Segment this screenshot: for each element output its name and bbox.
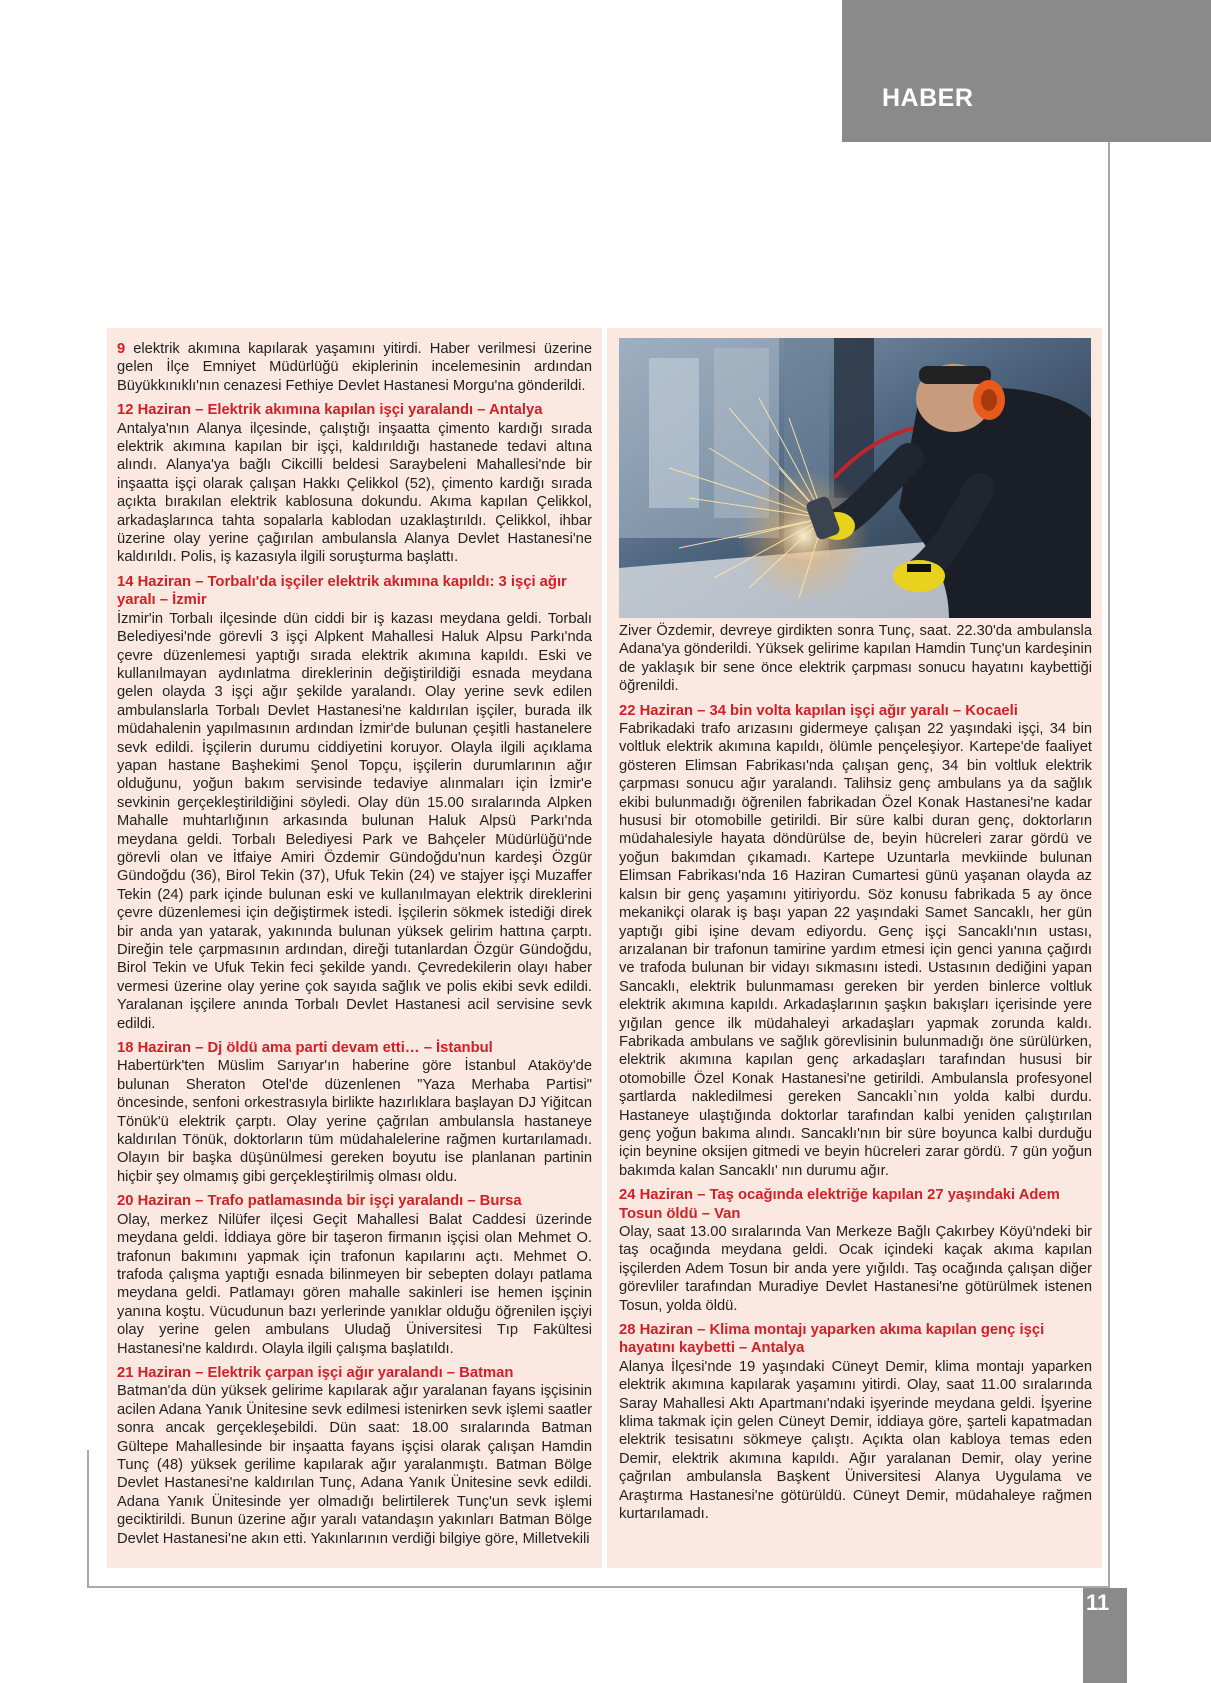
intro-paragraph [117,340,592,395]
page-frame-left [87,1450,89,1588]
news-text: Fabrikadaki trafo arızasını gidermeye çalışan 22 yaşındaki işçi, 34 bin voltluk elektrik akımına kapıldı, ölümle pençeleşiyor. Kartepe'de faaliyet gösteren Elimsan Fabrikası'nda çalışan genç, 34 bin voltluk elektrik çarpması sonucu ağır yaralandı. Talihsiz genç ambulans ya da sağlık ekibi bulunmadığı öğrenilen fabrikadan Özel Konak Hastanesi'ne kadar hususi bir otomobille getirildi. Bir süre kalbi duran genç, doktorların müdahalesiyle hayata döndürülse de, beyin hücreleri zarar gördü ve yoğun bakımdan çıkamadı. Kartepe Uzuntarla mevkiinde bulunan Elimsan Fabrikası'nda 16 Haziran Cumartesi günü yaşanan olayda az kalsın bir genç yaşamını yitiriyordu. Söz konusu fabrikada 5 ay önce mekanikçi olarak iş başı yapan 22 yaşındaki Samet Sancaklı, her gün yaptığı gibi işine devam ediyordu. Genç işçi Sancaklı'nın ustası, arızalanan bir trafonun tamirine yardım etmesi için genci yanına çağırdı ve trafoda bulunan bir vidayı sıkmasını istedi. Ustasının dediğini yapan Sancaklı, elektrik bulunmaması gereken bir yerden binlerce voltluk elektrik akımına kapıldı. Arkadaşlarının şaşkın bakışları içerisinde yere yığılan gence ilk müdahaleyi arkadaşları yapmak zorunda kaldı. Fabrikada ambulans ve sağlık görevlisinin bulunmadığı öne sürülürken, elektrik akımına kapılan genç arkadaşları tarafından hususi bir otomobille Özel Konak Hastanesi'ne getirildi. Ambulansla profesyonel şartlarda nakledilmesi gereken Sancaklı`nın yolda kalbi durdu. Hastaneye ulaştığında doktorlar tarafından kalbi yeniden çalıştırılan genç yoğun bakıma alındı. Sancaklı'nın bir süre boyunca kalbi durduğu için beynine oksijen gitmedi ve beyin hücreleri zarar gördü. 7 gün yoğun bakımda kalan Sancaklı' nın durumu ağır. [619,721,1092,1179]
left-column [107,328,602,1568]
continued-paragraph: Ziver Özdemir, devreye girdikten sonra Tunç, saat. 22.30'da ambulansla Adana'ya gönderildi. Yüksek gelirime kapılan Hamdin Tunç'un kardeşinin de yaklaşık bir sene önce elektrik çarpması sonucu hayatını kaybettiği öğrenildi. [619,623,1092,695]
page-frame-bottom [87,1586,1109,1588]
worker-grinding-sparks-photo [619,338,1091,618]
news-text: Antalya'nın Alanya ilçesinde, çalıştığı inşaatta çimento kardığı sırada elektrik akımına kapılan bir işçi, kaldırıldığı hastanede tedavi altına alındı. Alanya'ya bağlı Cikcilli beldesi Saraybeleni Mahallesi'nde bir inşaatta işçi olarak çalışan Hakkı Çelikkol (52), çimento kardığı sırada açıkta bırakılan elektrik kablosuna dokundu. Akıma kapılan Çelikkol, arkadaşlarınca tahta sopalarla kablodan uzaklaştırıldı. Çelikkol, ihbar üzerine olay yerine çağırılan ambulansla Alanya Devlet Hastanesi'ne kaldırıldı. Polis, iş kazasıyla ilgili soruşturma başlattı. [117,420,592,566]
news-text: Olay, saat 13.00 sıralarında Van Merkeze Bağlı Çakırbey Köyü'ndeki bir taş ocağında meydana geldi. Ocak içindeki kaçak akıma kapılan işçilerden Adem Tosun bir anda yere yığıldı. Taş ocağında çalışan diğer görevliler tarafından Muradiye Devlet Hastanesi'ne götürülmek istenen Tosun, yolda öldü. [619,1224,1092,1314]
intro-number: 9 [117,341,126,357]
news-heading: 24 Haziran – Taş ocağında elektriğe kapılan 27 yaşındaki Adem Tosun öldü – Van [619,1187,1060,1222]
news-text: Olay, merkez Nilüfer ilçesi Geçit Mahallesi Balat Caddesi üzerinde meydana geldi. İddiaya göre bir taşeron firmanın işçisi olan Mehmet O. trafonun bakımını yapmak için trafonun kapılarını açtı. Mehmet O. trafoda çalışma yaptığı esnada bilinmeyen bir sebepten dolayı patlama meydana geldi. Patlamayı gören mahalle sakinleri ise hemen işçinin yanına koştu. Vücudunun bazı yerlerinde yanıklar olduğu öğrenilen işçiyi olay yerine gelen ambulans Uludağ Üniversitesi Tıp Fakültesi Hastanesi'ne kaldırdı. Olayla ilgili çalışma başlatıldı. [117,1211,592,1357]
news-heading: 22 Haziran – 34 bin volta kapılan işçi ağır yaralı – Kocaeli [619,702,1018,719]
section-header [842,0,1211,142]
news-heading: 12 Haziran – Elektrik akımına kapılan işçi yaralandı – Antalya [117,402,543,419]
page-number-tab [1083,1588,1127,1683]
news-text: İzmir'in Torbalı ilçesinde dün ciddi bir iş kazası meydana geldi. Torbalı Belediyesi'nde görevli 3 işçi Alpkent Mahallesi Haluk Alpsu Parkı'nda çevre düzenlemesi yaptığı sırada elektrik akımına kapıldı. Eski ve kullanılmayan aydınlatma direklerinin değiştirildiği esnada meydana gelen olayda 3 işçi ağır şekilde yaralandı. Olay yerine sevk edilen ambulanslarla Torbalı Devlet Hastanesi'ne kaldırılan işçiler, burada ilk müdahalenin yapılmasının ardından İzmir'de bulunan çeşitli hastanelere sevk edildi. İşçilerin durumu ciddiyetini koruyor. Olayla ilgili açıklama yapan hastane Başhekimi Şenol Topçu, işçilerin durumlarının ağır olduğunu, yoğun bakım servisinde tedaviye alınmaları için İzmir'e sevkinin gerçekleştirildiğini söyledi. Olay dün 15.00 sıralarında Alpken Mahalle muhtarlığının arkasında bulunan Haluk Alpsü Parkı'nda meydana geldi. Torbalı Belediyesi Park ve Bahçeler Müdürlüğü'nde görevli olan ve İtfaiye Amiri Özdemir Gündoğdu'nun kardeşi Özgür Gündoğdu (36), Birol Tekin (37), Ufuk Tekin (24) ve stajyer işçi Muzaffer Tekin (24) park içinde bulunan eski ve kullanılmayan elektrik direklerini çevre düzenlemesi için değiştirmek istedi. İşçilerin sökmek istediği direk bir anda yan yatarak, yakınında bulunan yüksek gelirim hattına çarptı. Direğin tele çarpmasının ardından, direği tutanlardan Özgür Gündoğdu, Birol Tekin ve Ufuk Tekin feci şekilde yandı. Çevredekilerin olayı haber vermesi üzerine olay yerine çok sayıda sağlık ve polis ekibi sevk edildi. Yaralanan işçilere anında Torbalı Devlet Hastanesi acil servisine sevk edildi. [117,610,592,1032]
section-label: HABER [882,84,974,112]
news-heading: 14 Haziran – Torbalı'da işçiler elektrik akımına kapıldı: 3 işçi ağır yaralı – İzmir [117,573,567,609]
intro-text: elektrik akımına kapılarak yaşamını yitirdi. Haber verilmesi üzerine gelen İlçe Emniyet Müdürlüğü ekiplerinin incelemesinin ardından Büyükkınıklı'nın cenazesi Fethiye Devlet Hastanesi Morgu'na gönderildi. [117,341,592,394]
right-column [607,328,1102,1568]
news-heading: 18 Haziran – Dj öldü ama parti devam etti… – İstanbul [117,1040,493,1057]
page-frame-right [1108,142,1110,1588]
photo-illustration [619,338,1091,618]
page-number: 11 [1086,1590,1110,1615]
news-text: Alanya İlçesi'nde 19 yaşındaki Cüneyt Demir, klima montajı yaparken elektrik akımına kapılarak yaşamını yitirdi. Olay, saat 11.00 sıralarında Saray Mahallesi Aktı Apartmanı'ndaki işyerinde meydana geldi. İşyerine klima takmak için gelen Cüneyt Demir, iddiaya göre, şarteli kapatmadan elektrik tesisatını sökmeye çalıştı. Açıkta olan kabloya temas eden Demir, elektrik akımına kapıldı. Ağır yaralanan Demir, olay yerine çağrılan ambulansla Başkent Üniversitesi Alanya Uygulama ve Araştırma Hastanesi'ne götürüldü. Cüneyt Demir, müdahaleye rağmen kurtarılamadı. [619,1358,1092,1523]
news-text: Batman'da dün yüksek gelirime kapılarak ağır yaralanan fayans işçisinin acilen Adana Yanık Ünitesine sevk edilmesi istenirken sevk işlemi saatler sonra ancak gerçekleşebildi. Dün saat: 18.00 sıralarında Batman Gültepe Mahallesinde bir inşaatta fayans işçisi olarak çalışan Hamdin Tunç (48) yüksek gerilime kapılarak ağır yaralanmıştı. Batman Bölge Devlet Hastanesi'ne kaldırılan Tunç, Adana Yanık Ünitesine sevk edildi. Adana Yanık Ünitesinde yer olmadığı belirtilerek Tunç'un sevk işlemi geciktirildi. Bunun üzerine ağır yaralı vatandaşın yakınları Batman Bölge Devlet Hastanesi'ne akın etti. Yakınlarının verdiği bilgiye göre, Milletvekili [117,1383,592,1547]
news-heading: 28 Haziran – Klima montajı yaparken akıma kapılan genç işçi hayatını kaybetti – Antalya [619,1322,1045,1357]
news-heading: 21 Haziran – Elektrik çarpan işçi ağır yaralandı – Batman [117,1364,514,1381]
news-heading: 20 Haziran – Trafo patlamasında bir işçi yaralandı – Bursa [117,1193,522,1210]
news-text: Habertürk'ten Müslim Sarıyar'ın haberine göre İstanbul Ataköy'de bulunan Sheraton Otel'de düzenlenen "Yaza Merhaba Partisi" öncesinde, senfoni orkestrasıyla birlikte hazırlıklara başlayan DJ Yiğitcan Tönük'ü elektrik çarptı. Olay yerine çağrılan ambulansla hastaneye kaldırılan Tönük, doktorların tüm müdahalelerine rağmen kurtarılamadı. Olayın bir başka düşünülmesi gereken boyutu ise planlanan partinin hiçbir şey olmamış gibi gerçekleştirilmiş olması oldu. [117,1058,592,1185]
